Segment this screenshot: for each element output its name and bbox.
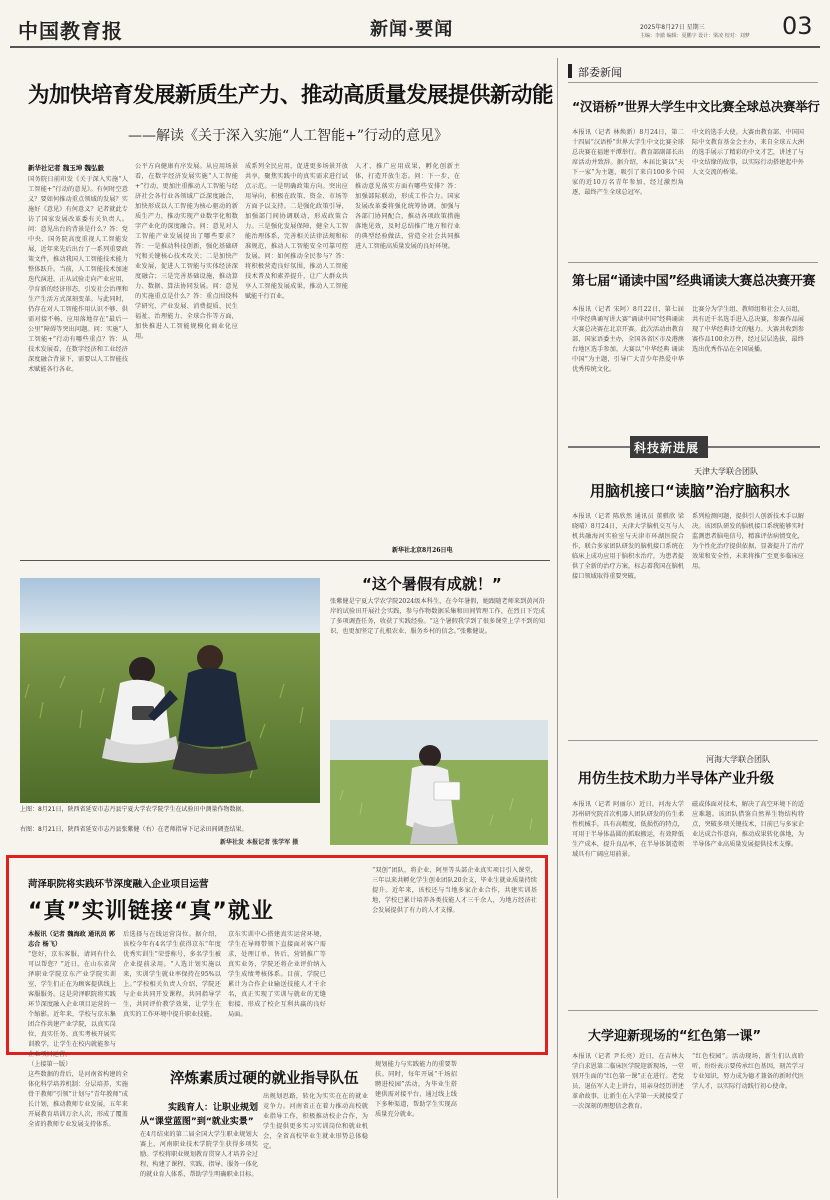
editor-line: 主编：李澈 编辑：夏鹏宇 设计：梁凌 校对：刘梦 (640, 33, 750, 39)
masthead (0, 0, 830, 50)
right-rule-2 (568, 740, 818, 741)
photo-headline: “这个暑假有成就！” (362, 575, 502, 593)
lower-headline: 淬炼素质过硬的就业指导队伍 (170, 1071, 359, 1087)
story-hohai-col-a: 本报讯（记者 阿丽尔）近日，河海大学苏州研究院首次机器人团队研发的仿生柔性机械手，具有高精度、低损伤的特点，可用于半导体晶圆的抓取搬运，有效降低生产成本，提升良品率，在半导体制造领域具有广阔应用前景。 (572, 801, 684, 858)
story-hohai-headline: 用仿生技术助力半导体产业升级 (578, 771, 774, 787)
story-songdu-col-b: 比赛分为学生组、教师组和社会人员组，共有近千名选手进入总决赛，参赛作品展现了中华经典诗文的魅力。大赛共收到参赛作品100余万件，经过层层选拔，最终选出优秀作品在全国展播。 (692, 306, 804, 353)
paper-name: 中国教育报 (18, 19, 123, 43)
photo-credit: 新华社发 本报记者 张学军 摄 (220, 839, 299, 846)
story-hohai-col-b: 磁或体面对技术，解决了高空环境下的适应难题。该团队借鉴自然界生物结构特点，突破多项关键技术，目前已与多家企业达成合作意向，推动成果转化落地，为半导体产业高质量发展提供技术支撑。 (692, 801, 804, 848)
lead-bottom-rule (20, 560, 550, 561)
tech-banner (568, 436, 820, 458)
lead-dateline: 新华社北京8月26日电 (392, 547, 453, 554)
lower-left-col: 这些数据的背后，是河南省构建的全体化科学培养机制：分层培养，实施骨干教师“引领”计划与“青年教师”成长计划，推动教师专业发展，五年来开展教育培训万余人次，形成了覆盖全省的教师专业发展支持体系。 (28, 1071, 128, 1128)
field-photo-right (330, 720, 548, 845)
feature-byline: 本报讯（记者 魏海政 通讯员 郭志合 杨飞） (28, 931, 115, 948)
right-column-divider (557, 58, 558, 1198)
lead-byline: 新华社记者 魏玉坤 魏弘毅 (28, 164, 105, 172)
photo-intro: 张紫健是宁夏大学农学院2024级本科生，在今年暑假，她跟随老师来到黄河沿岸的试验田开展社会实践，参与作物数据采集和田间管理工作，在烈日下完成了多项调查任务，收获了实践经验。“这个暑假我学到了很多课堂上学不到的知识，也更加坚定了扎根农业、服务乡村的信念。”张紫健说。 (330, 598, 545, 635)
story-tianjin-col-b: 系列检测问题，提供引人创新技术手以解决。该团队研发的脑机接口系统能够实时监测患者脑电信号，精准评估病情变化，为个性化治疗提供依据，显著提升了治疗效果和安全性，未来将推广至更多临床应用。 (692, 513, 804, 570)
feature-col-4: “双创”团队，将企业、阿里等头部企业真实项目引入课堂，三年以来共孵化学生创业团队20余支，毕业生就业质量持续提升。近年来，该校还与当地多家企业合作，共建实训基地，学校已累计培养各类技能人才三千余人，为地方经济社会发展提供了有力的人才支撑。 (372, 867, 537, 914)
lower-subhead-2: 从“课堂蓝图”到“就业实景” (140, 1117, 254, 1127)
lower-continued-mark: （上接第一版） (28, 1061, 72, 1068)
lead-col-4: 人才、推广应用成果，孵化创新主体，打造开放生态。问：下一步，在推动意见落实方面有哪些安排？答：加强部际联动，形成工作合力。国家发展改革委将强化统筹协调，加强与各部门协同配合，推动各项政策措施落地见效，及时总结推广地方和行业的典型经验做法，营造全社会共同推进人工智能高质量发展的良好环境。 (355, 163, 460, 250)
lead-col-3: 成系列全民应用，促进更多场景开放共享，聚焦实践中的真实需求进行试点示范。一是明确政策方向。突出应用导向，积极在政策、资金、市场等方面予以支持。二是强化政策引导，加强部门间协调联动，形成政策合力。三是强化发展保障，健全人工智能治理体系，完善相关法律法规和标准规范，推动人工智能安全可靠可控发展。问：如何推动全民参与？答：将积极营造良好氛围，推动人工智能技术普及和素养提升，让广大群众共享人工智能发展成果，推动人工智能赋能千行百业。 (245, 163, 348, 300)
story-songdu-headline: 第七届“诵读中国”经典诵读大赛总决赛开赛 (572, 274, 816, 289)
story-songdu-col-a: 本报讯（记者 宋阿）8月22日，第七届中华经典诵写讲大赛“诵读中国”经典诵读大赛总决赛在北京开赛。此次活动由教育部、国家语委主办，全国各省区市及港澳台地区选手参加，大赛以“中华经典 诵读中国”为主题，引导广大青少年热爱中华优秀传统文化。 (572, 306, 684, 373)
feature-headline: “真”实训链接“真”就业 (28, 899, 274, 924)
lead-subhead: ——解读《关于深入实施“人工智能+”行动的意见》 (128, 128, 449, 144)
section-name: 新闻·要闻 (370, 19, 454, 40)
feature-col-1: “您好，京东客服，请问有什么可以帮您？”近日，在山东省菏泽职业学院京东产业学院实训室，学生们正在为顾客提供线上客服服务。这是菏泽职院将实践环节深度融入企业项目运营的一个缩影。近年来，学校与京东集团合作共建产业学院，以真实岗位、真实任务、真实考核开展实训教学，让学生在校内就能参与企业项目运营。 (28, 951, 116, 1058)
right-rule-3 (568, 1010, 818, 1011)
lower-col-3: 规划能力与实践能力的重要帮扶。同时，每年开展“千场招聘进校园”活动，为毕业生搭建供需对接平台，通过线上线下多种渠道，帮助学生实现高质量充分就业。 (375, 1061, 457, 1118)
story-tianjin-col-a: 本报讯（记者 陈欣然 通讯员 董骐欣 梁晓晴）8月24日，天津大学脑机交互与人机共融海河实验室与天津市环湖医院合作，联合多家团队研发的脑机接口系统在临床上成功应用于脑积水治疗，为患者提供了全新的治疗方案，标志着我国在脑机接口领域取得重要突破。 (572, 513, 684, 580)
story-redlesson-headline: 大学迎新现场的“红色第一课” (588, 1029, 762, 1044)
story-redlesson-col-a: 本报讯（记者 尹长亮）近日，在吉林大学白求恩第二临床医学院迎新现场，一堂别开生面的“红色第一课”正在进行。老党员、退伍军人走上讲台，用亲身经历讲述革命故事，让新生在入学第一天就接受了一次深刻的理想信念教育。 (572, 1053, 684, 1110)
photo-caption-top: 上图：8月21日，陕西省延安市志丹县宁夏大学农学院学生在试验田中测量作物数据。 (20, 806, 248, 813)
lead-col-1: 国务院日前印发《关于深入实施“人工智能+”行动的意见》。有何时空意义？要如何推动重点领域的发展？实施好《意见》有何意义？记者就此专访了国家发展改革委有关负责人。问：意见出台的背景是什么？答：党中央、国务院高度重视人工智能发展，近年来先后出台了一系列重要政策文件，推动我国人工智能技术能力整体跃升。当前，人工智能技术加速迭代演进，正从试验走向产业应用，孕育新的经济形态，引发社会治理和生产生活方式深刻变革。与此同时，仍存在对人工智能作用认识不够、供需对接不畅、应用落地存在“最后一公里”障碍等突出问题。问：实施“人工智能+”行动有哪些重点？答：从技术发展看，在数字经济和工业经济深度融合背景下，需要以人工智能技术赋能各行各业。 (28, 176, 128, 373)
story-tianjin-headline: 用脑机接口“读脑”治疗脑积水 (590, 482, 790, 500)
feature-kicker: 菏泽职院将实践环节深度融入企业项目运营 (28, 879, 209, 890)
lower-col-1: 在4月结束的第二届全国大学生职业规划大赛上，河南职业技术学院学生获得多项奖励。学校将职业规划教育贯穿人才培养全过程，构建了课程、实践、指导、服务一体化的就业育人体系，帮助学生明确职业目标。 (140, 1131, 258, 1178)
ministry-news-marker (568, 64, 572, 78)
right-rule-1 (568, 262, 818, 263)
story-hanyuqiao-col-a: 本报讯（记者 林焕新）8月24日，第二十四届“汉语桥”世界大学生中文比赛全球总决赛在福建平潭举行。教育部副部长出席活动并致辞。据介绍，本届比赛以“天下一家”为主题，吸引了来自100多个国家的近10万名青年参加，经过激烈角逐，最终产生全球总冠军。 (572, 129, 684, 196)
feature-col-2: 后选择与在线运营岗位。据介绍，该校今年有4名学生获得京东“年度优秀实训生”荣誉称号，多名学生被企业提前录用。“人选计划实施以来，实训学生就业率保持在95%以上。”学校相关负责人介绍，学院还与企业共同开发课程，共同指导学生，共同评价教学效果，让学生在真实的工作环境中提升职业技能。 (123, 931, 221, 1018)
story-hohai-unit: 河海大学联合团队 (706, 755, 770, 764)
ministry-news-title: 部委新闻 (578, 66, 622, 79)
tech-banner-label: 科技新进展 (634, 441, 700, 455)
date-line: 2025年8月27日 星期三 (640, 24, 705, 31)
feature-col-3: 京东实训中心搭建真实运营环境，学生在导师带领下直接面对客户需求，处理订单、售后、营销推广等真实业务，学院还将企业评价纳入学生成绩考核体系。目前，学院已累计为合作企业输送技能人才千余名，真正实现了实训与就业的无缝衔接，形成了校企互利共赢的良好局面。 (228, 931, 326, 1018)
masthead-rule (10, 46, 820, 48)
field-photo-left (20, 578, 320, 803)
lead-col-2: 公平方向健康有序发展。从应用场景看，在数字经济发展实施“人工智能+”行动，更加注重推动人工智能与经济社会各行业各领域广泛深度融合，加快形成以人工智能为核心驱动的新质生产力，推动实现产业数字化和数字产业化的深度融合。问：意见对人工智能产业发展提出了哪些要求？答：一是推动科技创新，强化基础研究和关键核心技术攻关；二是加快产业发展，促进人工智能与实体经济深度融合；三是完善基础设施，推动算力、数据、算法协同发展。问：意见的实施重点是什么？答：重点围绕科学研究、产业发展、消费提质、民生福祉、治理能力、全球合作等方面，加快推进人工智能规模化商业化应用。 (135, 163, 238, 340)
lower-col-2: 出规划思路，转化为实实在在的就业竞争力。河南省正在着力推动高校就业指导工作，积极推动校企合作，为学生提供更多实习实训岗位和就业机会，全省高校毕业生就业形势总体稳定。 (263, 1093, 368, 1150)
photo-caption-right: 右图：8月21日，陕西省延安市志丹县张紫健（右）在老师指导下记录田间调查结果。 (20, 826, 248, 833)
page-number: 03 (782, 12, 813, 40)
lead-headline: 为加快培育发展新质生产力、推动高质量发展提供新动能 (28, 83, 554, 108)
story-hanyuqiao-col-b: 中文的选手大使。大赛由教育部、中国国际中文教育基金会主办，来自全球五大洲的选手展示了精彩的中文才艺，讲述了与中文结缘的故事，以实际行动搭建起中外人文交流的桥梁。 (692, 129, 804, 176)
story-tianjin-unit: 天津大学联合团队 (694, 467, 758, 476)
ministry-news-rule (568, 82, 818, 83)
story-hanyuqiao-headline: “汉语桥”世界大学生中文比赛全球总决赛举行 (572, 99, 820, 114)
student-reading-image (330, 720, 548, 845)
story-redlesson-col-b: “红色校园”。活动现场，新生们认真聆听，纷纷表示要传承红色基因，刻苦学习专业知识，努力成为德才兼备的新时代医学人才，以实际行动践行初心使命。 (692, 1053, 804, 1090)
lower-subhead-1: 实践育人：让职业规划 (168, 1103, 259, 1113)
field-scene-image (20, 578, 320, 803)
